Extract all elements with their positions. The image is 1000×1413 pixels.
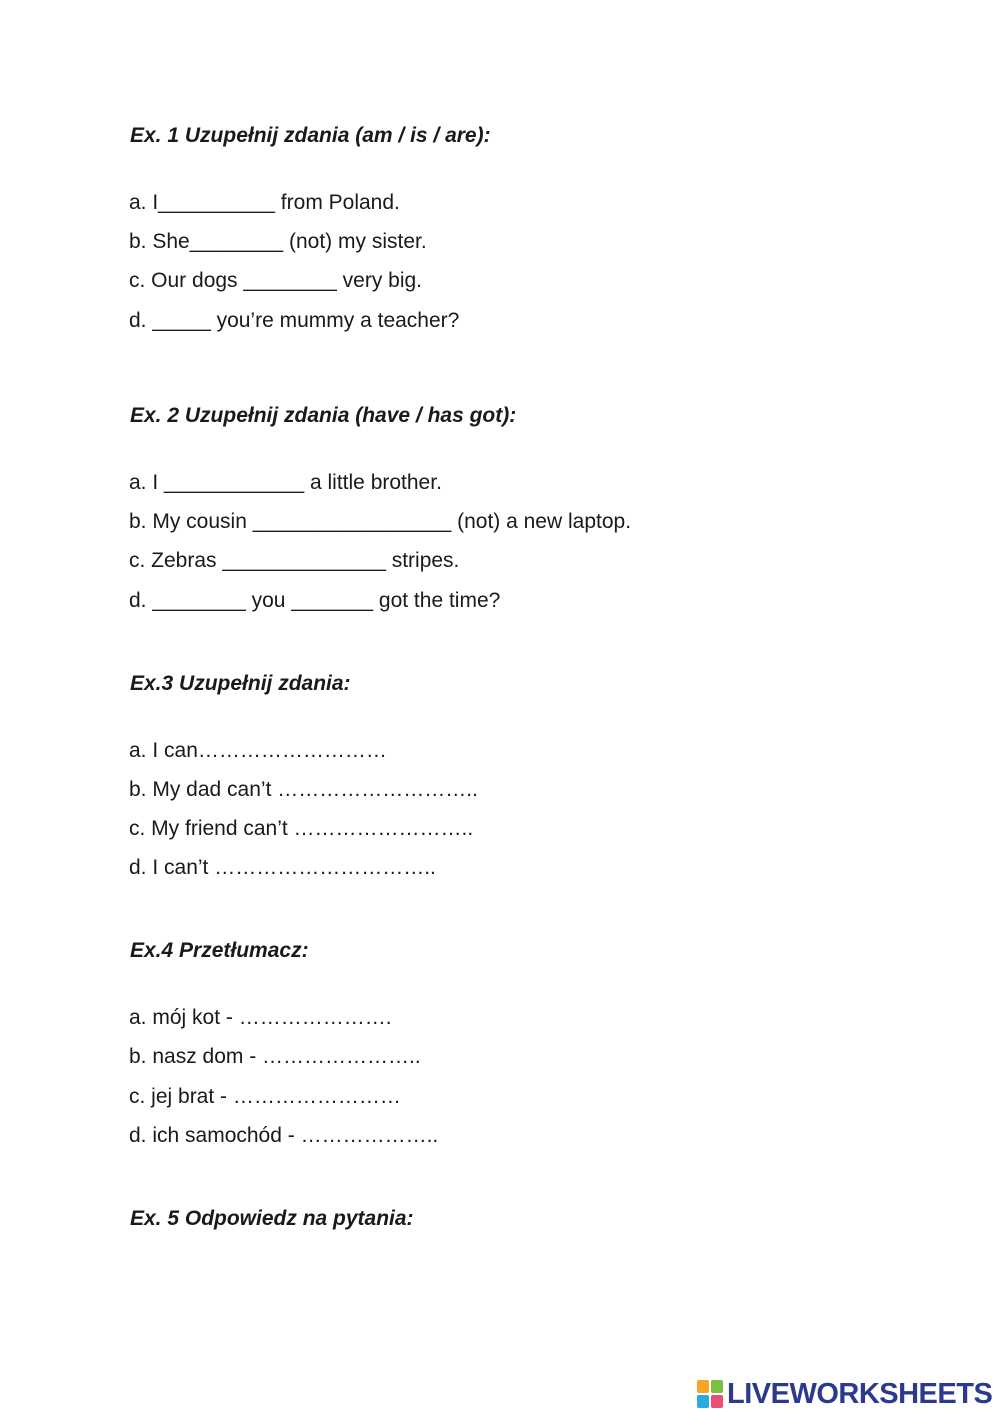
exercise-1-item-d: d. _____ you’re mummy a teacher? [129,309,460,332]
exercise-3-item-c: c. My friend can’t …………………….. [129,817,474,840]
exercise-4-item-c: c. jej brat - …………………… [129,1085,401,1108]
exercise-2-item-a: a. I ____________ a little brother. [129,471,442,494]
exercise-2-item-d: d. ________ you _______ got the time? [129,589,501,612]
logo-tile-1 [697,1380,709,1393]
exercise-4-item-b: b. nasz dom - ………………….. [129,1045,421,1068]
exercise-3-heading: Ex.3 Uzupełnij zdania: [130,672,351,695]
exercise-2-item-b: b. My cousin _________________ (not) a new laptop. [129,510,632,533]
liveworksheets-logo [697,1378,992,1410]
exercise-4-item-a: a. mój kot - …………………. [129,1006,392,1029]
logo-tile-4 [711,1395,723,1408]
exercise-1-heading: Ex. 1 Uzupełnij zdania (am / is / are): [130,124,491,147]
logo-tile-3 [697,1395,709,1408]
exercise-4-item-d: d. ich samochód - ……………….. [129,1124,439,1147]
liveworksheets-logo-icon [697,1380,723,1408]
exercise-3-item-a: a. I can……………………… [129,739,387,762]
exercise-3-item-d: d. I can’t ………………………….. [129,856,436,879]
exercise-1-item-c: c. Our dogs ________ very big. [129,269,423,292]
exercise-1-item-a: a. I__________ from Poland. [129,191,400,214]
exercise-3-item-b: b. My dad can’t ……………………….. [129,778,478,801]
exercise-1-item-b: b. She________ (not) my sister. [129,230,427,253]
liveworksheets-brand-text: LIVEWORKSHEETS [727,1378,993,1410]
exercise-4-heading: Ex.4 Przetłumacz: [130,939,309,962]
exercise-5-heading: Ex. 5 Odpowiedz na pytania: [130,1207,414,1230]
logo-tile-2 [711,1380,723,1393]
exercise-2-item-c: c. Zebras ______________ stripes. [129,549,460,572]
exercise-2-heading: Ex. 2 Uzupełnij zdania (have / has got): [130,404,517,427]
